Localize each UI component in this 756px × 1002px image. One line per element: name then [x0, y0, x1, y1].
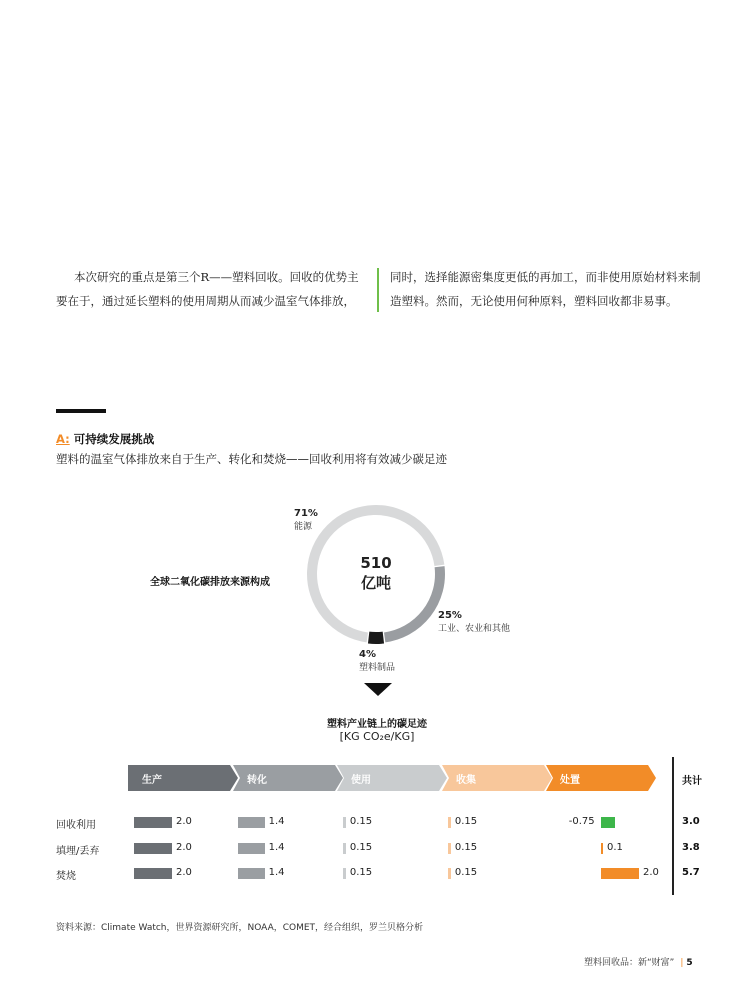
- bar-disposal: [601, 843, 603, 854]
- section-title-lead: A:: [56, 432, 70, 446]
- total-column-rule: [672, 757, 674, 895]
- body-text-right: [390, 265, 710, 313]
- donut-total-value: 510: [360, 554, 392, 572]
- donut-label-industry: [438, 610, 510, 634]
- source-note: 资料来源：Climate Watch，世界资源研究所，NOAA，COMET，经合组织，罗兰贝格分析: [56, 923, 424, 933]
- bar-production: [134, 817, 172, 828]
- value-conversion: 1.4: [268, 842, 285, 853]
- row-total: 3.8: [682, 842, 700, 853]
- value-production: 2.0: [176, 842, 192, 853]
- value-use: 0.15: [349, 842, 373, 853]
- bar-conversion: [238, 843, 265, 854]
- row-label: 回收利用: [56, 820, 96, 831]
- donut-label-energy-text: 能源: [294, 522, 313, 532]
- value-disposal: 0.1: [607, 842, 623, 853]
- value-collection: 0.15: [454, 842, 478, 853]
- bar-collection: [448, 817, 451, 828]
- value-conversion: 1.4: [268, 816, 285, 827]
- bar-collection: [448, 868, 451, 879]
- bar-use: [343, 817, 346, 828]
- right-paragraph: 同时，选择能源密集度更低的再加工，而非使用原始材料来制造塑料。然而，无论使用何种原料，塑料回收都非易事。: [390, 270, 701, 308]
- stage-disposal: [546, 765, 656, 791]
- donut-total: [338, 553, 414, 593]
- value-use: 0.15: [349, 816, 373, 827]
- row-total: 5.7: [682, 867, 700, 878]
- page-number: 5: [686, 958, 693, 968]
- donut-label-energy-pct: 71%: [294, 508, 318, 519]
- column-divider: [377, 268, 379, 312]
- chain-title: 塑料产业链上的碳足迹: [327, 719, 427, 730]
- section-title: [56, 431, 154, 447]
- value-collection: 0.15: [454, 816, 478, 827]
- section-subtitle: 塑料的温室气体排放来自于生产、转化和焚烧——回收利用将有效减少碳足迹: [56, 452, 447, 466]
- stage-production: [128, 765, 238, 791]
- section-rule: [56, 409, 106, 413]
- section-title-text: 可持续发展挑战: [73, 432, 155, 446]
- stage-conversion-label: 转化: [247, 775, 267, 786]
- bar-disposal: [601, 868, 639, 879]
- stage-use: [337, 765, 447, 791]
- bar-disposal: [601, 817, 615, 828]
- bar-production: [134, 843, 172, 854]
- row-total: 3.0: [682, 816, 700, 827]
- body-text-left: [56, 265, 368, 313]
- row-label: 焚烧: [56, 871, 76, 882]
- left-paragraph: 本次研究的重点是第三个R——塑料回收。回收的优势主要在于，通过延长塑料的使用周期从而减少温室气体排放，: [56, 270, 359, 308]
- footer-title: 塑料回收品：新“财富”: [584, 958, 675, 968]
- donut-label-energy: [294, 508, 318, 532]
- stage-collection-label: 收集: [456, 775, 476, 786]
- stage-use-label: 使用: [351, 775, 371, 786]
- value-use: 0.15: [349, 867, 373, 878]
- stage-conversion: [233, 765, 343, 791]
- value-production: 2.0: [176, 816, 192, 827]
- bar-use: [343, 868, 346, 879]
- bar-collection: [448, 843, 451, 854]
- donut-total-unit: 亿吨: [360, 574, 391, 592]
- bar-use: [343, 843, 346, 854]
- bar-conversion: [238, 868, 265, 879]
- donut-label-plastic-pct: 4%: [359, 649, 376, 660]
- donut-label-plastic: [359, 649, 395, 673]
- value-production: 2.0: [176, 867, 192, 878]
- page-footer: 塑料回收品：新“财富” | 5: [584, 958, 693, 968]
- stage-collection: [442, 765, 552, 791]
- donut-label-industry-text: 工业、农业和其他: [438, 624, 511, 634]
- donut-label-industry-pct: 25%: [438, 610, 462, 621]
- total-header: 共计: [682, 776, 702, 787]
- value-disposal: -0.75: [568, 816, 595, 827]
- arrow-down-icon: [364, 683, 392, 696]
- donut-label-plastic-text: 塑料制品: [359, 663, 396, 673]
- stage-disposal-label: 处置: [560, 775, 580, 786]
- bar-conversion: [238, 817, 265, 828]
- donut-source-title: 全球二氧化碳排放来源构成: [150, 577, 270, 588]
- value-collection: 0.15: [454, 867, 478, 878]
- value-disposal: 2.0: [643, 867, 659, 878]
- value-conversion: 1.4: [268, 867, 285, 878]
- stage-production-label: 生产: [142, 775, 162, 786]
- chain-unit: [KG CO₂e/KG]: [339, 730, 415, 743]
- bar-production: [134, 868, 172, 879]
- row-label: 填埋/丢弃: [56, 846, 100, 857]
